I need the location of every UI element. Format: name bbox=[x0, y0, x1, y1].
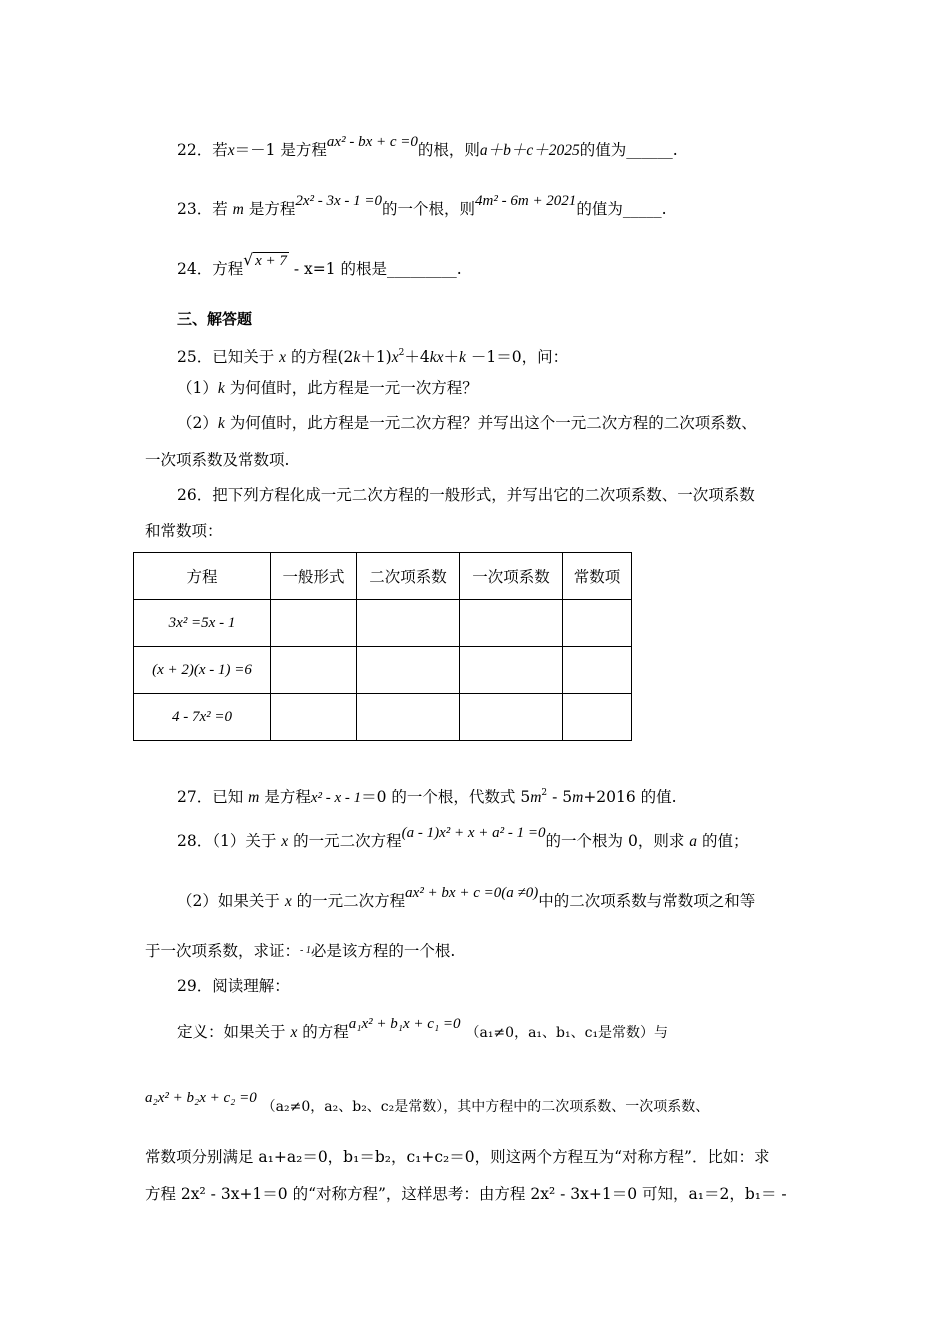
section-title: 三、解答题 bbox=[177, 310, 253, 328]
q25-d: ＋4 bbox=[404, 348, 430, 366]
q25-f: －1＝0，问： bbox=[470, 348, 569, 366]
table-row bbox=[134, 694, 632, 741]
q28-p2-a: （2）如果关于 bbox=[177, 892, 280, 910]
q29-cond2: （a₂≠0，a₂、b₂、c₂是常数），其中方程中的二次项系数、一次项系数、 bbox=[261, 1099, 710, 1115]
q23-suffix: 的值为_____. bbox=[576, 200, 667, 218]
q25-p2-label: （2） bbox=[177, 414, 218, 432]
q25-e: ＋ bbox=[443, 348, 460, 366]
q28-p1-b: 的一元二次方程 bbox=[293, 832, 402, 850]
q22-suffix: 的值为______. bbox=[579, 141, 678, 159]
question-24 bbox=[177, 251, 462, 280]
question-27 bbox=[177, 783, 677, 808]
table-header: 一次项系数 bbox=[460, 553, 563, 600]
table-cell-empty bbox=[460, 600, 563, 647]
q28-p2-eq: ax² + bx + c =0(a ≠0) bbox=[405, 885, 539, 901]
q27-sq: 2 bbox=[541, 788, 548, 798]
table-cell-empty bbox=[271, 647, 357, 694]
q25-sq: 2 bbox=[398, 348, 405, 358]
q22-equation: ax² - bx + c =0 bbox=[326, 134, 418, 150]
table-cell-empty bbox=[271, 694, 357, 741]
q29-title: 29．阅读理解： bbox=[177, 977, 290, 995]
q24-prefix: 24．方程 bbox=[177, 260, 244, 278]
table-cell-empty bbox=[271, 600, 357, 647]
q27-d: - 5 bbox=[547, 788, 573, 806]
q22-mid: 的根，则 bbox=[417, 141, 480, 159]
table-cell-empty bbox=[357, 694, 460, 741]
q25-k3: k bbox=[459, 349, 466, 366]
q28-p1-d: 的值； bbox=[701, 832, 749, 850]
q28-p1-avar: a bbox=[689, 833, 698, 850]
q28-part2-cont bbox=[145, 941, 455, 964]
q26-line2: 和常数项： bbox=[145, 522, 223, 540]
q27-m2: m bbox=[530, 789, 542, 806]
table-header-row bbox=[134, 553, 632, 600]
q25-p1-k: k bbox=[217, 380, 225, 397]
table-header: 一般形式 bbox=[271, 553, 357, 600]
q28-part1 bbox=[177, 825, 749, 852]
q25-kx: kx bbox=[429, 349, 444, 366]
table-cell-empty bbox=[563, 600, 632, 647]
question-22 bbox=[177, 134, 678, 161]
q27-c: ＝0 的一个根，代数式 5 bbox=[361, 788, 531, 806]
q28-p2-x: x bbox=[284, 893, 292, 910]
q24-rest: - x=1 的根是_________. bbox=[293, 260, 462, 278]
q29-line3: 常数项分别满足 a₁+a₂＝0，b₁＝b₂，c₁+c₂＝0，则这两个方程互为“对称方程”．比如：求 bbox=[145, 1148, 770, 1166]
q27-eq: x² - x - 1 bbox=[310, 790, 362, 806]
q25-part2-cont: 一次项系数及常数项. bbox=[145, 451, 290, 469]
q29-eq2: a₂x² + b₂x + c₂ =0 bbox=[145, 1090, 257, 1106]
q25-p1-label: （1） bbox=[177, 379, 218, 397]
q22-var: x bbox=[227, 142, 235, 159]
q22-prefix: 22．若 bbox=[177, 141, 228, 159]
table-row bbox=[134, 647, 632, 694]
q29-def-b: 的方程 bbox=[302, 1023, 349, 1041]
table-header: 常数项 bbox=[563, 553, 632, 600]
q28-p2-line2-a: 于一次项系数，求证： bbox=[145, 942, 301, 960]
q23-mid: 的一个根，则 bbox=[382, 200, 476, 218]
q22-expr: a＋b＋c＋2025 bbox=[479, 142, 580, 159]
table-cell-empty bbox=[357, 600, 460, 647]
q28-p2-b: 的一元二次方程 bbox=[296, 892, 406, 910]
q28-neg1: - 1 bbox=[300, 945, 311, 956]
table-header: 二次项系数 bbox=[357, 553, 460, 600]
equation-table bbox=[133, 552, 632, 741]
q23-cond: 是方程 bbox=[248, 200, 296, 218]
table-cell-equation: 4 - 7x² =0 bbox=[134, 694, 271, 741]
q28-p1-a: 28．（1）关于 bbox=[177, 832, 277, 850]
q29-line4: 方程 2x² - 3x+1＝0 的“对称方程”，这样思考：由方程 2x² - 3x+1＝0 可知，a₁＝2，b₁＝ - bbox=[145, 1185, 787, 1203]
q25-var: x bbox=[279, 349, 287, 366]
q24-radicand: x + 7 bbox=[255, 253, 287, 269]
q28-p1-x: x bbox=[281, 833, 289, 850]
q27-e: +2016 的值. bbox=[583, 788, 677, 806]
table-cell-empty bbox=[357, 647, 460, 694]
q25-part1 bbox=[177, 378, 478, 399]
q25-k1: k bbox=[353, 349, 361, 366]
q29-def-x: x bbox=[290, 1024, 298, 1041]
q23-equation: 2x² - 3x - 1 =0 bbox=[295, 193, 383, 209]
q29-definition bbox=[177, 1016, 669, 1043]
q25-b: 的方程(2 bbox=[291, 348, 354, 366]
table-cell-empty bbox=[460, 647, 563, 694]
question-23 bbox=[177, 193, 667, 220]
q28-p1-c: 的一个根为 0，则求 bbox=[545, 832, 685, 850]
q27-b: 是方程 bbox=[264, 788, 311, 806]
table-header: 方程 bbox=[134, 553, 271, 600]
q28-part2 bbox=[177, 885, 756, 912]
table-cell-empty bbox=[563, 647, 632, 694]
sqrt-symbol: √ x + 7 bbox=[243, 251, 287, 269]
q25-part2 bbox=[177, 413, 757, 434]
table-cell-equation: 3x² =5x - 1 bbox=[134, 600, 271, 647]
q25-p2-k: k bbox=[217, 415, 225, 432]
q28-p2-c: 中的二次项系数与常数项之和等 bbox=[538, 892, 756, 910]
q25-p1-text: 为何值时，此方程是一元一次方程？ bbox=[229, 379, 478, 397]
table-cell-empty bbox=[460, 694, 563, 741]
q29-eq2-line bbox=[145, 1090, 710, 1117]
q27-m3: m bbox=[572, 789, 584, 806]
q28-p1-eq: (a - 1)x² + x + a² - 1 =0 bbox=[401, 825, 546, 841]
q29-def-a: 定义：如果关于 bbox=[177, 1023, 286, 1041]
q29-cond1: （a₁≠0，a₁、b₁、c₁是常数）与 bbox=[465, 1025, 669, 1041]
q25-a: 25．已知关于 bbox=[177, 348, 275, 366]
q23-prefix: 23．若 bbox=[177, 200, 228, 218]
q27-m: m bbox=[248, 789, 260, 806]
q25-c: ＋1) bbox=[360, 348, 392, 366]
q26-line1: 26．把下列方程化成一元二次方程的一般形式，并写出它的二次项系数、一次项系数 bbox=[177, 486, 755, 504]
q28-p2-line2-b: 必是该方程的一个根. bbox=[310, 942, 456, 960]
q23-var: m bbox=[232, 201, 244, 218]
q23-expr: 4m² - 6m + 2021 bbox=[475, 193, 577, 209]
q25-p2-text: 为何值时，此方程是一元二次方程？并写出这个一元二次方程的二次项系数、 bbox=[229, 414, 757, 432]
question-25 bbox=[177, 343, 568, 368]
q27-a: 27．已知 bbox=[177, 788, 244, 806]
table-cell-empty bbox=[563, 694, 632, 741]
table-cell-equation: (x + 2)(x - 1) =6 bbox=[134, 647, 271, 694]
table-row bbox=[134, 600, 632, 647]
q22-cond: ＝－1 是方程 bbox=[234, 141, 327, 159]
q25-x2: x bbox=[391, 349, 399, 366]
q29-eq1: a₁x² + b₁x + c₁ =0 bbox=[348, 1016, 461, 1032]
